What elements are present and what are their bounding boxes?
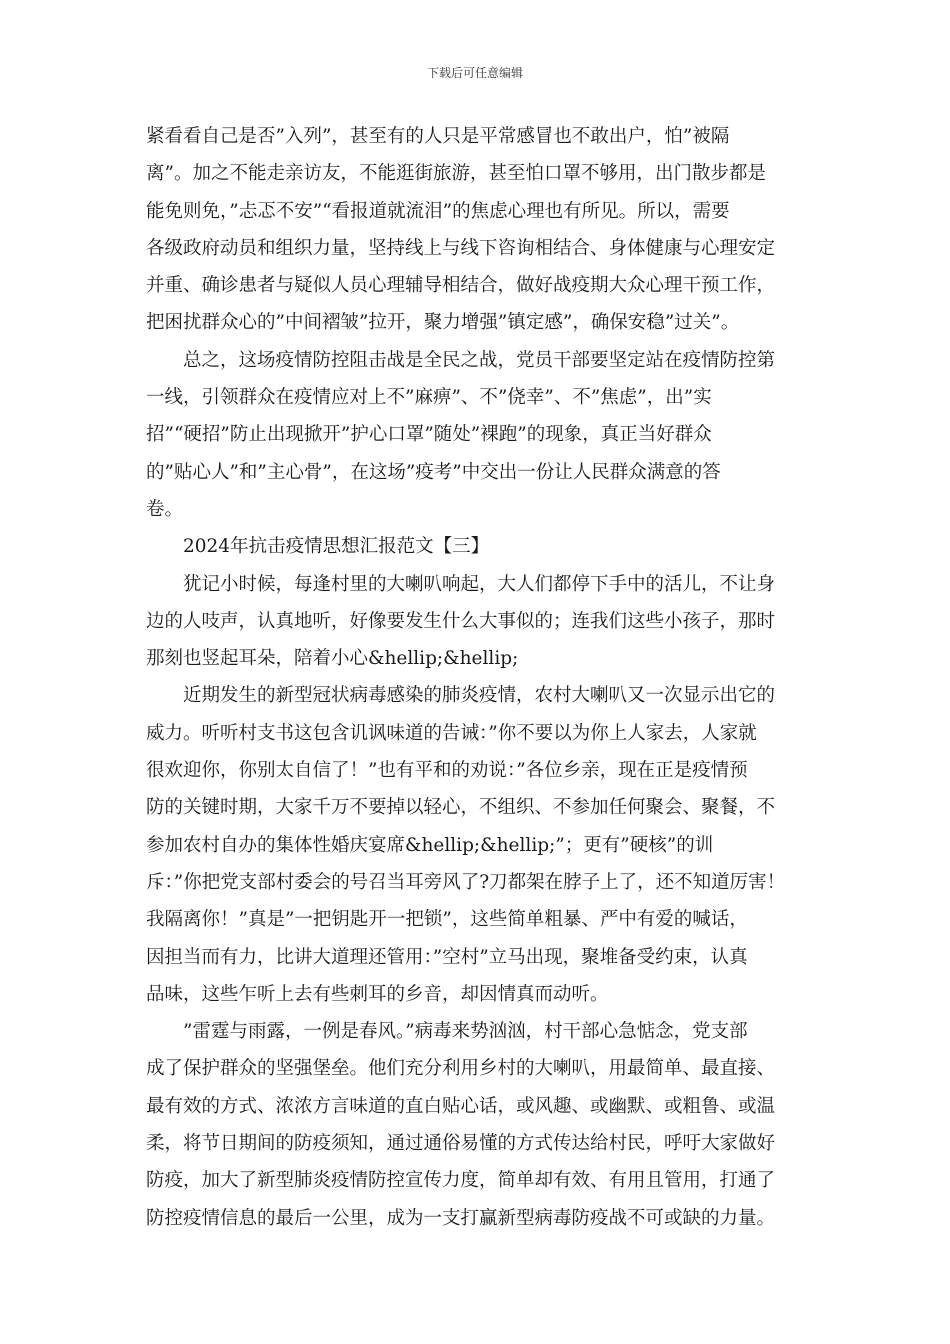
text-line: 我隔离你！”真是”一把钥匙开一把锁”，这些简单粗暴、严中有爱的喊话，: [146, 909, 748, 931]
text-line: 近期发生的新型冠状病毒感染的肺炎疫情，农村大喇叭又一次显示出它的: [183, 685, 776, 707]
text-line: 离”。加之不能走亲访友，不能逛街旅游，甚至怕口罩不够用，出门散步都是: [146, 163, 766, 185]
text-line: 卷。: [146, 498, 184, 520]
text-line: 柔，将节日期间的防疫须知，通过通俗易懂的方式传达给村民，呼吁大家做好: [146, 1133, 776, 1155]
text-line: 紧看看自己是否”入列”，甚至有的人只是平常感冒也不敢出户，怕”被隔: [146, 126, 730, 147]
text-line: ”雷霆与雨露，一例是春风。”病毒来势汹汹，村干部心急惦念，党支部: [183, 1021, 748, 1043]
text-line: 防疫，加大了新型肺炎疫情防控宣传力度，简单却有效、有用且管用，打通了: [146, 1170, 776, 1192]
text-line: 最有效的方式、浓浓方言味道的直白贴心话，或风趣、或幽默、或粗鲁、或温: [146, 1095, 776, 1117]
text-line: 一线，引领群众在疫情应对上不”麻痹”、不”侥幸”、不”焦虑”，出”实: [146, 387, 712, 409]
page-header: 下载后可任意编辑: [426, 66, 523, 80]
text-line: 威力。听听村支书这包含讥讽味道的告诫：”你不要以为你上人家去，人家就: [146, 722, 757, 744]
text-line: 能免则免，”忐忑不安”“看报道就流泪”的焦虑心理也有所见。所以，需要: [146, 200, 730, 222]
text-line: 防控疫情信息的最后一公里，成为一支打赢新型病毒防疫战不可或缺的力量。: [146, 1207, 776, 1229]
text-line: 把困扰群众心的”中间褶皱”拉开，聚力增强”镇定感”，确保安稳”过关”。: [146, 312, 740, 334]
text-line: 那刻也竖起耳朵，陪着小心&hellip;&hellip;: [146, 648, 519, 670]
text-line: 各级政府动员和组织力量，坚持线上与线下咨询相结合、身体健康与心理安定: [146, 237, 776, 259]
text-line: 边的人吱声，认真地听，好像要发生什么大事似的；连我们这些小孩子，那时: [146, 610, 776, 632]
text-line: 防的关键时期，大家千万不要掉以轻心，不组织、不参加任何聚会、聚餐，不: [146, 797, 776, 819]
text-line: 2024年抗击疫情思想汇报范文【三】: [183, 536, 490, 558]
text-line: 斥：”你把党支部村委会的号召当耳旁风了?刀都架在脖子上了，还不知道厉害！: [146, 871, 786, 893]
text-line: 因担当而有力，比讲大道理还管用：”空村”立马出现，聚堆备受约束，认真: [146, 946, 748, 968]
text-line: 总之，这场疫情防控阻击战是全民之战，党员干部要坚定站在疫情防控第: [183, 349, 776, 371]
text-line: 参加农村自办的集体性婚庆宴席&hellip;&hellip;”；更有”硬核”的训: [146, 834, 714, 856]
text-line: 招”“硬招”防止出现掀开”护心口罩”随处”裸跑”的现象，真正当好群众: [146, 424, 712, 446]
text-line: 品味，这些乍听上去有些刺耳的乡音，却因情真而动听。: [146, 983, 609, 1005]
text-line: 很欢迎你，你别太自信了！”也有平和的劝说：”各位乡亲，现在正是疫情预: [146, 760, 748, 782]
text-line: 并重、确诊患者与疑似人员心理辅导相结合，做好战疫期大众心理干预工作，: [146, 275, 776, 297]
text-line: 的”贴心人”和”主心骨”，在这场”疫考”中交出一份让人民群众满意的答: [146, 461, 721, 483]
text-line: 犹记小时候，每逢村里的大喇叭响起，大人们都停下手中的活儿，不让身: [183, 573, 776, 595]
text-line: 成了保护群众的坚强堡垒。他们充分利用乡村的大喇叭，用最简单、最直接、: [146, 1058, 776, 1080]
document-body: [146, 118, 808, 1237]
